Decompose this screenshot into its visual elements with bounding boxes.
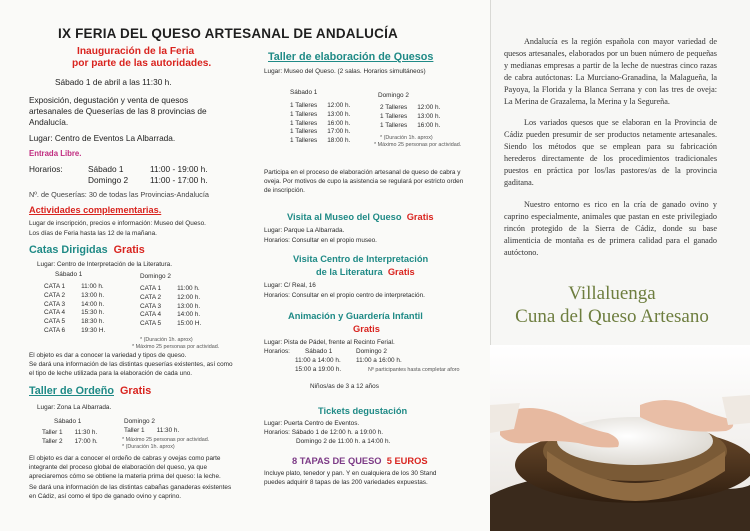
cata-time: 12:00 h. [177,293,201,301]
catas-note: * (Duración 1h. aprox) [140,337,193,343]
taller-ordeno-time: 11:30 h. [74,429,98,436]
animacion-col1-head: Sábado 1 [305,348,333,355]
literatura-title-text: de la Literatura [316,267,383,277]
cata-label: CATA 1 [140,285,162,292]
inauguracion-date: Sábado 1 de abril a las 11:30 h. [55,77,172,87]
taller-ordeno-time: 17:00 h. [74,437,98,445]
tickets-line: Domingo 2 de 11:00 h. a 14:00 h. [296,438,391,445]
taller-elaboracion-time: 12:00 h. [327,102,351,109]
ordeno-desc: Se dará una información de las distintas cabañas ganaderas existentes [29,484,232,491]
inauguracion-title-1: Inauguración de la Feria [77,46,195,57]
museo-line: Lugar: Parque La Albarrada. [264,227,345,234]
taller-elaboracion-time: 16:00 h. [417,121,441,129]
taller-elaboracion-label: 1 Talleres [290,119,318,127]
cata-time: 13:00 h. [81,291,105,299]
ordeno-desc: en Cádiz, así como el tipo de ganado ovino y caprino. [29,493,182,500]
taller-elaboracion-time: 13:00 h. [327,110,351,118]
inauguracion-desc-3: Andalucía. [29,117,69,127]
ordeno-desc: integrante del proceso global de elaboración del queso, ya que [29,464,208,471]
taller-elaboracion-label: 1 Talleres [290,110,318,118]
catas-schedule-sabado [44,284,105,334]
cata-label: CATA 1 [44,283,66,290]
elaboracion-col2-head: Domingo 2 [378,92,409,99]
villaluenga-subtitle: Cuna del Queso Artesano [515,306,709,327]
intro-paragraph: Andalucía es la región española con mayor variedad de quesos artesanales, elaborados por un buen número de pequeñas y medianas empresas a partir de la leche de nuestras cinco razas de cabra autóctonas: La Murciano-Granadina, la Malagueña, la Payoya, la Florida y la Blanca Serrana y con las tres de oveja: La Merina de Grazalema, la Merina y la Segureña. [504,37,717,106]
inauguracion-lugar: Lugar: Centro de Eventos La Albarrada. [29,133,176,143]
horarios-label: Horarios: [29,164,63,174]
cata-label: CATA 2 [44,291,66,299]
animacion-col2-head: Domingo 2 [356,348,387,355]
elaboracion-note: * (Duración 1h. aprox) [380,135,433,141]
elaboracion-title: Taller de elaboración de Quesos [268,51,434,63]
elaboracion-lugar: Lugar: Museo del Queso. (2 salas. Horarios simultáneos) [264,68,426,75]
tickets-line: Lugar: Puerta Centro de Eventos. [264,420,360,427]
animacion-ninos: Niños/as de 3 a 12 años [310,383,379,390]
taller-elaboracion-label: 1 Talleres [290,128,318,136]
cata-label: CATA 3 [44,300,66,308]
elaboracion-schedule-domingo [380,105,440,129]
cata-time: 11:00 h. [177,285,200,292]
horario-time: 11:00 - 19:00 h. [150,164,208,174]
intro-paragraph: Los variados quesos que se elaboran en la Provincia de Cádiz pueden presumir de ser productos netamente artesanales. Siendo los métodos que se emplean para su fabricación herederos directamente de los procedimientos tradicionales puestos en práctica por los/las pastores/as de la provincia gaditana. [504,118,717,187]
literatura-title-1: Visita Centro de Interpretación [293,254,429,264]
cata-label: CATA 4 [44,309,66,317]
horario-day: Domingo 2 [88,175,129,185]
cata-time: 14:00 h. [81,300,105,308]
cata-time: 18:30 h. [81,318,105,326]
elaboracion-col1-head: Sábado 1 [290,89,318,96]
animacion-title: Animación y Guardería Infantil [288,311,423,321]
queserias-count: Nº. de Queserías: 30 de todas las Provincias-Andalucía [29,190,209,199]
entrada-libre: Entrada Libre. [29,149,82,158]
intro-paragraph: Nuestro entorno es rico en la cría de ganado ovino y caprino especialmente, animales que pastan en este privilegiado rincón protegido de la Sierra de Cádiz, donde su base alimenticia de montaña es de primera calidad para el ganado autóctono. [504,199,717,257]
tickets-line: Horarios: Sábado 1 de 12:00 h. a 19:00 h. [264,429,384,436]
ordeno-desc: apreciaremos cómo se obtiene la materia prima del queso: la leche. [29,473,221,480]
ordeno-note: * (Duración 1h. aprox) [122,444,175,450]
ordeno-desc: El objeto es dar a conocer el ordeño de cabras y ovejas como parte [29,455,221,462]
cata-time: 15:00 H. [177,320,202,328]
actividades-title: Actividades complementarias. [29,205,162,215]
tickets-title: Tickets degustación [318,406,408,416]
cata-time: 14:00 h. [177,311,201,319]
catas-note: * Máximo 25 personas por actividad. [132,344,220,350]
inauguracion-title-2: por parte de las autoridades. [72,58,212,69]
tapas-title-text: 8 TAPAS DE QUESO [292,456,382,466]
cheese-making-photo [490,345,750,531]
inauguracion-desc-2: artesanales de Queserías de las 8 provincias de [29,106,207,116]
cata-label: CATA 5 [44,318,66,326]
intro-text [504,36,717,268]
museo-title [287,213,434,222]
cata-time: 13:00 h. [177,302,201,310]
taller-elaboracion-time: 18:00 h. [327,137,351,145]
cata-label: CATA 4 [140,311,162,319]
catas-desc: El objeto es dar a conocer la variedad y tipos de queso. [29,352,187,359]
taller-elaboracion-label: 1 Talleres [380,121,408,129]
villaluenga-title: Villaluenga [568,283,656,304]
elaboracion-desc: oveja. Por motivos de cupo la asistencia se regulará por estricto orden [264,178,464,185]
taller-elaboracion-label: 2 Talleres [380,104,408,111]
literatura-gratis: Gratis [387,267,415,277]
museo-line: Horarios: Consultar en el propio museo. [264,237,377,244]
cata-label: CATA 3 [140,302,162,310]
ordeno-col1-head: Sábado 1 [54,418,82,425]
animacion-gratis: Gratis [353,324,380,334]
animacion-time: 15:00 a 19:00 h. [295,366,342,373]
animacion-note: Nº participantes hasta completar aforo [368,367,460,373]
taller-elaboracion-time: 16:00 h. [327,119,351,127]
catas-title [29,245,145,256]
museo-gratis: Gratis [406,212,434,222]
horario-time: 11:00 - 17:00 h. [150,175,208,185]
ordeno-lugar: Lugar: Zona La Albarrada. [37,404,112,411]
taller-elaboracion-label: 1 Talleres [290,102,318,109]
animacion-time: 11:00 a 16:00 h. [356,357,402,364]
literatura-line: Horarios: Consultar en el propio centro de interpretación. [264,292,425,299]
cata-time: 19:30 H. [81,326,106,334]
catas-title-text: Catas Dirigidas [29,244,108,256]
elaboracion-desc: Participa en el proceso de elaboración artesanal de queso de cabra y [264,169,461,176]
tapas-desc: puedes adquirir 8 tapas de las 200 variedades expuestas. [264,479,428,486]
ordeno-note: * Máximo 25 personas por actividad. [122,437,210,443]
elaboracion-desc: de inscripción. [264,187,305,194]
ordeno-title-text: Taller de Ordeño [29,385,114,397]
animacion-time: 11:00 a 14:00 h. [295,357,341,364]
museo-title-text: Visita al Museo del Queso [287,212,402,222]
actividades-line: Lugar de inscripción, precios e información: Museo del Queso. [29,220,206,227]
cata-label: CATA 2 [140,293,162,301]
catas-gratis: Gratis [113,244,145,256]
horario-day: Sábado 1 [88,164,124,174]
cata-time: 11:00 h. [81,283,104,290]
actividades-line: Los días de Feria hasta las 12 de la mañana. [29,230,157,237]
catas-desc: Se dará una información de las distintas queserías existentes, así como [29,361,233,368]
tapas-title [292,457,428,466]
animacion-lugar: Lugar: Pista de Pádel, frente al Recinto Ferial. [264,339,395,346]
tapas-price: 5 EUROS [386,456,428,466]
inauguracion-desc-1: Exposición, degustación y venta de quesos [29,95,189,105]
catas-lugar: Lugar: Centro de Interpretación de la Literatura. [37,261,172,268]
taller-ordeno-label: Taller 1 [124,427,145,434]
literatura-title-2 [316,268,415,277]
taller-elaboracion-time: 12:00 h. [417,104,441,111]
ordeno-gratis: Gratis [120,385,152,397]
cata-time: 15:30 h. [81,309,105,317]
ordeno-schedule-sabado [42,430,98,445]
elaboracion-schedule-sabado [290,103,350,145]
taller-elaboracion-time: 13:00 h. [417,112,441,120]
taller-ordeno-label: Taller 1 [42,429,63,436]
catas-desc: el tipo de leche utilizada para la elaboración de cada uno. [29,370,193,377]
taller-ordeno-label: Taller 2 [42,437,63,445]
cata-label: CATA 6 [44,326,66,334]
animacion-horarios-label: Horarios: [264,348,290,355]
taller-elaboracion-label: 1 Talleres [290,137,318,145]
tapas-desc: Incluye plato, tenedor y pan. Y en cualquiera de los 30 Stand [264,470,437,477]
ordeno-title [29,386,151,397]
taller-ordeno-time: 11:30 h. [156,427,180,434]
catas-schedule-domingo [140,286,201,328]
cata-label: CATA 5 [140,320,162,328]
literatura-line: Lugar: C/ Real, 16 [264,282,316,289]
catas-col1-head: Sábado 1 [55,271,83,278]
taller-elaboracion-time: 17:00 h. [327,128,351,136]
ordeno-col2-head: Domingo 2 [124,418,155,425]
taller-elaboracion-label: 1 Talleres [380,112,408,120]
catas-col2-head: Domingo 2 [140,273,171,280]
elaboracion-note: * Máximo 25 personas por actividad. [374,142,462,148]
ordeno-schedule-domingo [124,428,179,434]
fair-title: IX FERIA DEL QUESO ARTESANAL DE ANDALUCÍA [58,26,398,41]
